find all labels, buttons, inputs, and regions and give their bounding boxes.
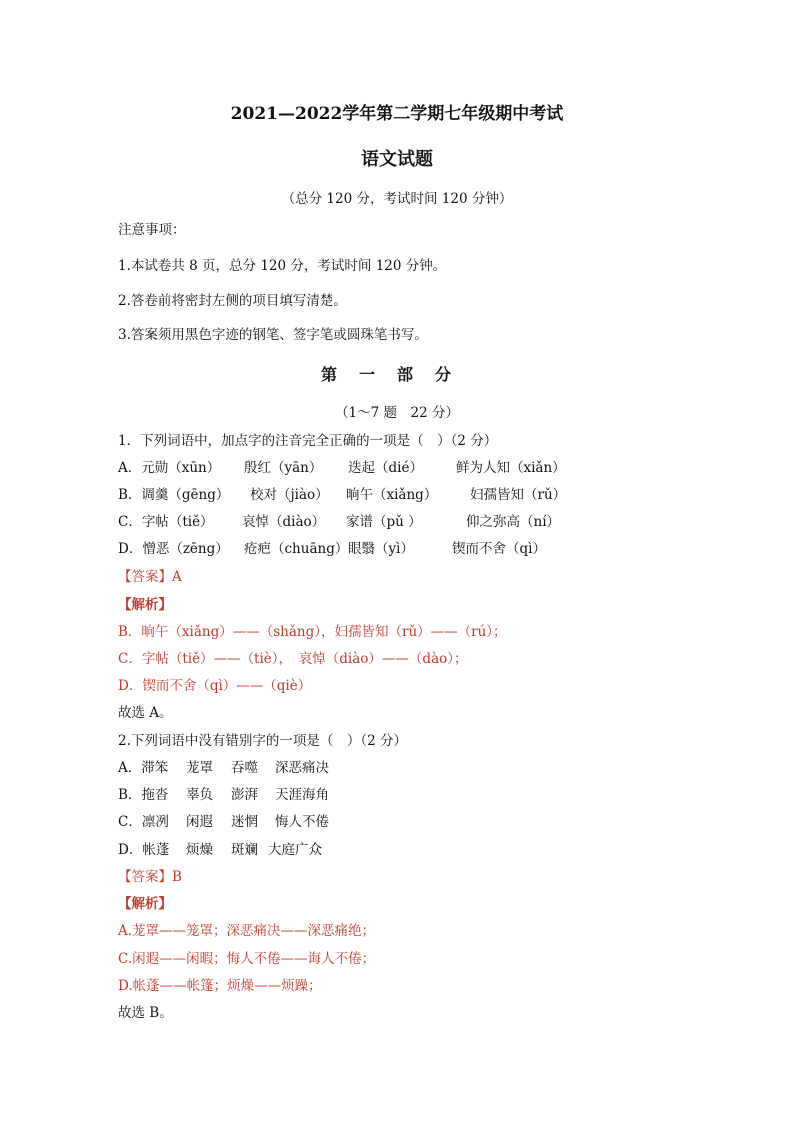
q1-option-d-1: D．憎恶（zēng） [118,541,229,557]
score-info: （总分 120 分，考试时间 120 分钟） [281,191,513,207]
q2-option-a [118,759,518,777]
q2-option-a-3: 吞噬 [231,760,258,776]
q2-analysis-2: C.闲遐——闲暇；悔人不倦——诲人不倦； [118,951,376,967]
notice-item-3: 3.答案须用黑色字迹的钢笔、签字笔或圆珠笔书写。 [118,327,428,343]
q1-option-b-2: 校对（jiào） [250,487,329,503]
q1-option-a-4: 鲜为人知（xiǎn） [456,460,566,476]
notice-item-2: 2.答卷前将密封左侧的项目填写清楚。 [118,293,347,309]
q1-option-c-3: 家谱（pǔ ） [346,514,422,530]
part-range: （1～7 题 22 分） [335,405,459,421]
q1-option-a-3: 迭起（dié） [348,460,423,476]
q1-answer: 【答案】A [118,569,182,585]
q2-option-a-4: 深恶痛决 [275,760,329,776]
q1-option-a-1: A．元勋（xūn） [118,460,221,476]
q1-option-b [118,486,718,504]
q2-option-c [118,813,518,831]
q2-answer: 【答案】B [118,869,182,885]
q2-conclusion: 故选 B。 [118,1005,173,1021]
notice-heading: 注意事项： [118,222,186,238]
q2-stem: 2.下列词语中没有错别字的一项是（ ）（2 分） [118,733,408,749]
q1-option-b-1: B．调羹（gēng） [118,487,230,503]
q2-option-a-2: 茏罩 [186,760,213,776]
q2-option-d-2: 烦燥 [186,842,213,858]
q1-option-c-1: C．字帖（tiě） [118,514,214,530]
q1-option-c [118,513,718,531]
q2-option-c-1: C．凛冽 [118,814,169,830]
q1-option-b-3: 晌午（xiǎng） [346,487,438,503]
q2-option-c-2: 闲遐 [186,814,213,830]
q2-option-d-4: 大庭广众 [268,842,322,858]
q2-option-b-2: 辜负 [186,787,213,803]
q1-analysis-2: C．字帖（tiě）——（tiè）， 哀悼（diào）——（dào）； [118,651,468,667]
q1-option-d-3: 眼翳（yì） [348,541,414,557]
q1-option-d-2: 疮疤（chuāng） [244,541,349,557]
q2-option-d-3: 斑斓 [231,842,258,858]
q2-option-b [118,786,518,804]
q2-option-c-4: 悔人不倦 [275,814,329,830]
q2-option-b-1: B．拖沓 [118,787,169,803]
q2-option-b-3: 澎湃 [231,787,258,803]
q1-option-d-4: 锲而不舍（qì） [452,541,546,557]
q1-option-b-4: 妇孺皆知（rǔ） [470,487,567,503]
q2-option-a-1: A．滞笨 [118,760,169,776]
q1-option-d [118,540,718,558]
q1-option-a [118,459,718,477]
part-title: 第一部分 [320,365,473,384]
exam-title: 2021—2022学年第二学期七年级期中考试 [230,104,564,124]
notice-item-1: 1.本试卷共 8 页，总分 120 分，考试时间 120 分钟。 [118,258,447,274]
q2-analysis-1: A.茏罩——笼罩；深恶痛决——深恶痛绝； [118,923,376,939]
q1-option-a-2: 殷红（yān） [244,460,323,476]
q2-option-c-3: 迷惘 [231,814,258,830]
q1-option-c-4: 仰之弥高（ní） [466,514,561,530]
q1-stem: 1．下列词语中，加点字的注音完全正确的一项是（ ）（2 分） [118,433,498,449]
exam-subtitle: 语文试题 [361,149,433,170]
q1-conclusion: 故选 A。 [118,705,173,721]
q1-analysis-3: D．锲而不舍（qì）——（qiè） [118,678,312,694]
q2-analysis-label: 【解析】 [118,896,172,912]
q2-option-d [118,841,518,859]
q1-option-c-2: 哀悼（diào） [242,514,326,530]
q2-analysis-3: D.帐蓬——帐篷；烦燥——烦躁； [118,978,322,994]
q2-option-b-4: 天涯海角 [275,787,329,803]
q2-option-d-1: D．帐蓬 [118,842,170,858]
q1-analysis-1: B．晌午（xiǎng）——（shǎng），妇孺皆知（rǔ）——（rú）； [118,624,507,640]
q1-analysis-label: 【解析】 [118,597,172,613]
